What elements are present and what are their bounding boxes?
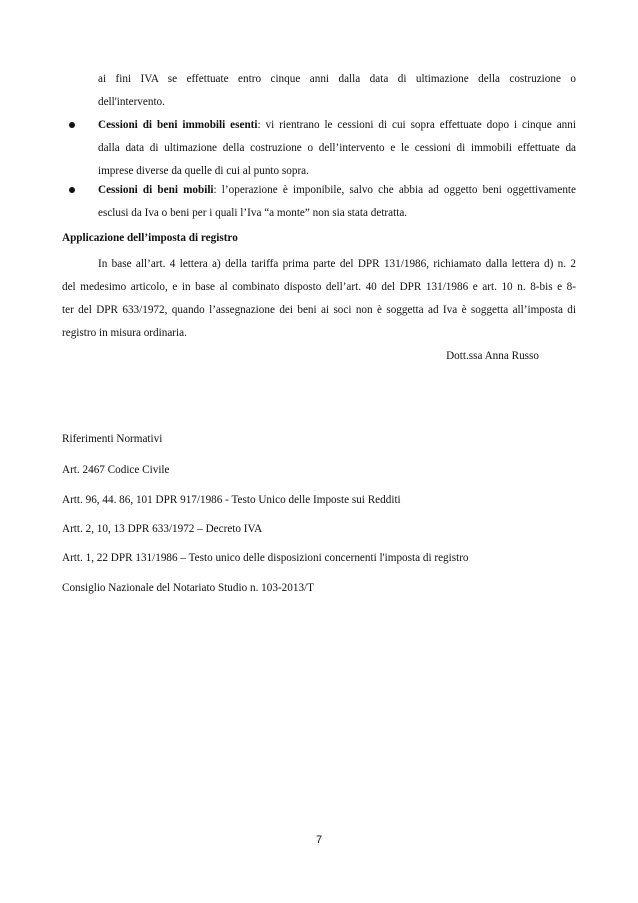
reference-item: Artt. 1, 22 DPR 131/1986 – Testo unico delle disposizioni concernenti l'imposta di registro (62, 552, 469, 564)
list-item-1-line-1 (98, 118, 576, 132)
references-heading: Riferimenti Normativi (62, 433, 163, 445)
list-item-1-term: Cessioni di beni immobili esenti (98, 119, 258, 131)
list-item-2-term: Cessioni di beni mobili (98, 184, 214, 196)
reference-item: Art. 2467 Codice Civile (62, 464, 170, 476)
section-heading: Applicazione dell’imposta di registro (62, 232, 238, 244)
paragraph-line-4: registro in misura ordinaria. (62, 327, 187, 339)
reference-item: Consiglio Nazionale del Notariato Studio n. 103-2013/T (62, 582, 314, 594)
bullet-marker (69, 187, 75, 193)
list-item-1-line-3: imprese diverse da quelle di cui al punto sopra. (98, 165, 309, 177)
list-item-1-text: : vi rientrano le cessioni di cui sopra effettuate dopo i cinque anni (257, 119, 576, 131)
paragraph-line-1: In base all’art. 4 lettera a) della tariffa prima parte del DPR 131/1986, richiamato dalla lettera d) n. 2 (98, 258, 576, 270)
list-item-1-line-2: dalla data di ultimazione della costruzione o dell’intervento e le cessioni di immobili effettuate da (98, 142, 576, 154)
continuation-line-2: dell'intervento. (98, 96, 165, 108)
signature: Dott.ssa Anna Russo (446, 350, 539, 362)
list-item-2-line-2: esclusi da Iva o beni per i quali l’Iva “a monte” non sia stata detratta. (98, 207, 408, 219)
reference-item: Artt. 2, 10, 13 DPR 633/1972 – Decreto IVA (62, 523, 263, 535)
list-item-2-text: : l’operazione è imponibile, salvo che abbia ad oggetto beni oggettivamente (213, 184, 576, 196)
paragraph-line-3: ter del DPR 633/1972, quando l’assegnazione dei beni ai soci non è soggetta ad Iva è soggetta all’imposta di (62, 304, 576, 316)
paragraph-line-2: del medesimo articolo, e in base al combinato disposto dell’art. 40 del DPR 131/1986 e art. 10 n. 8-bis e 8- (62, 281, 576, 293)
continuation-line-1: ai fini IVA se effettuate entro cinque anni dalla data di ultimazione della costruzione o (98, 73, 576, 85)
reference-item: Artt. 96, 44. 86, 101 DPR 917/1986 - Testo Unico delle Imposte sui Redditi (62, 494, 401, 506)
bullet-marker (69, 122, 75, 128)
page-number: 7 (315, 834, 323, 846)
list-item-2-line-1 (98, 183, 576, 197)
